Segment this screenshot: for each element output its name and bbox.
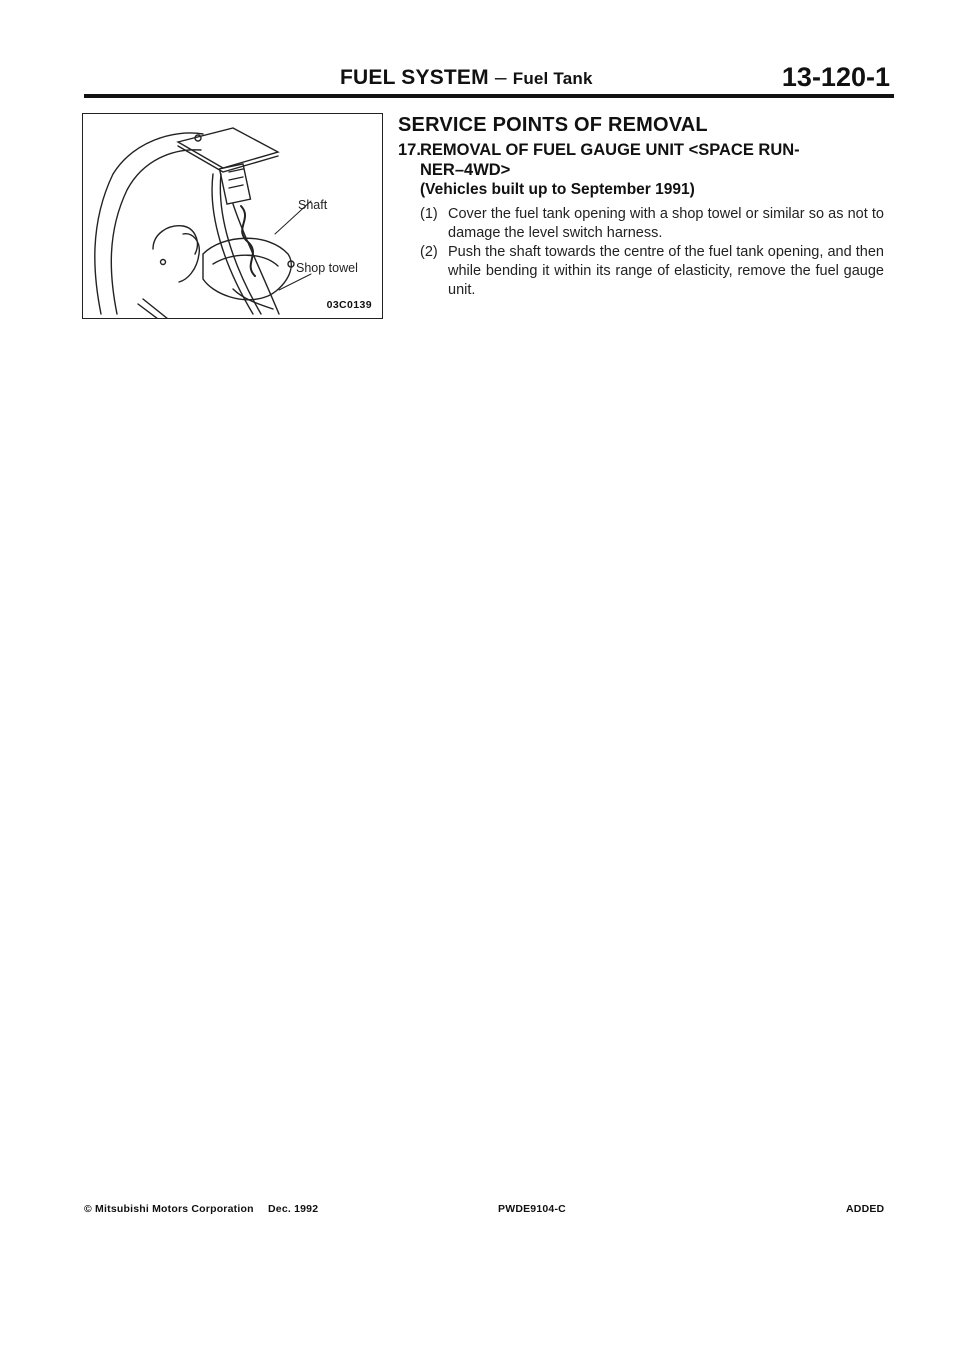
step-1-text: Cover the fuel tank opening with a shop towel or similar so as not to damage the level switch harness. (448, 206, 884, 241)
fuel-gauge-drawing (83, 114, 383, 319)
item-heading-line2: NER–4WD> (420, 161, 511, 179)
item-number: 17. (398, 141, 421, 159)
section-title: FUEL SYSTEM (340, 66, 489, 89)
fuel-gauge-illustration (82, 113, 383, 319)
vehicle-applicability-note: (Vehicles built up to September 1991) (420, 181, 695, 198)
shaft-label: Shaft (298, 198, 328, 212)
shop-towel-label: Shop towel (296, 261, 358, 275)
page-header (340, 66, 593, 90)
subsection-title: Fuel Tank (512, 69, 593, 88)
header-dash: – (494, 66, 507, 89)
footer-doc-code: PWDE9104-C (498, 1203, 566, 1215)
step-2-index: (2) (420, 244, 438, 260)
figure-code: 03C0139 (326, 299, 372, 311)
header-divider (84, 94, 894, 98)
service-points-heading: SERVICE POINTS OF REMOVAL (398, 114, 708, 136)
step-2-text: Push the shaft towards the centre of the fuel tank opening, and then while bending it within its range of elasticity, remove the fuel gauge unit. (448, 244, 884, 298)
step-1 (420, 205, 884, 243)
step-2 (420, 243, 884, 300)
footer-date: Dec. 1992 (268, 1203, 319, 1215)
footer-status: ADDED (846, 1203, 885, 1215)
step-1-index: (1) (420, 206, 438, 222)
footer-copyright: © Mitsubishi Motors Corporation (84, 1203, 254, 1215)
page-number: 13-120-1 (781, 62, 890, 92)
removal-item-heading (398, 140, 888, 180)
item-heading-text: REMOVAL OF FUEL GAUGE UNIT <SPACE RUN- (420, 141, 800, 159)
item-heading-line1 (398, 140, 888, 160)
